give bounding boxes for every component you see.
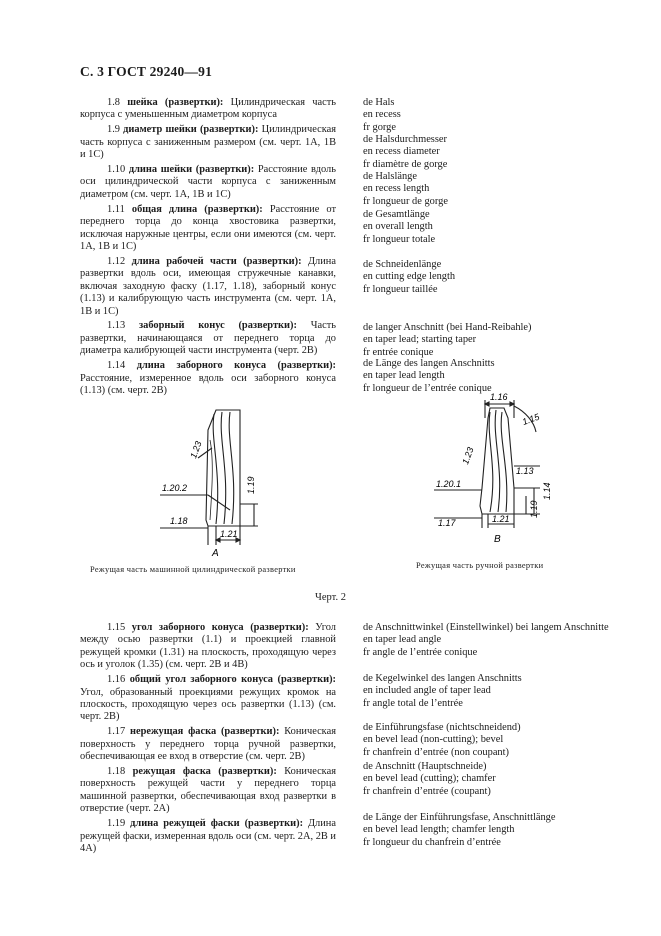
terms-translation-section-1 xyxy=(363,97,619,395)
figure-b-label-1-21: 1.21 xyxy=(492,514,510,524)
term-title: длина режущей фаски (развертки): xyxy=(130,818,304,830)
terms-translation-section-2 xyxy=(363,622,619,849)
term-title: общий угол заборного конуса (развертки): xyxy=(129,674,336,686)
translation-group-1-16: de Kegelwinkel des langen Anschnitts en included angle of taper lead fr angle total de l’entrée xyxy=(363,673,522,709)
translation-group-1-12: de Schneidenlänge en cutting edge length fr longueur taillée xyxy=(363,259,456,295)
term-title: длина шейки (развертки): xyxy=(128,164,255,176)
term-entry-1-15: 1.15 угол заборного конуса (развертки): Угол между осью развертки (1.1) и проекцией главной режущей кромки (1.31) на плоскость, проходящую через ось и уголок (1.35) (см. черт. 2В и 4В) xyxy=(80,622,336,671)
term-entry-1-10: 1.10 длина шейки (развертки): Расстояние вдоль оси цилиндрической части корпуса с заниженным диаметром (см. черт. 1А, 1В и 1С) xyxy=(80,164,336,200)
figure-title: Черт. 2 xyxy=(315,592,346,603)
figure-b-hand-reamer-drawing xyxy=(430,388,570,548)
figure-b-label-1-15: 1.15 xyxy=(520,411,541,428)
figure-b-caption: Режущая часть ручной развертки xyxy=(416,561,544,570)
term-entry-1-9: 1.9 диаметр шейки (развертки): Цилиндрическая часть корпуса с заниженным размером (см. черт. 1А, 1В и 1С) xyxy=(80,124,336,161)
figure-a-label-1-23: 1.23 xyxy=(188,439,204,460)
term-title: диаметр шейки (развертки): xyxy=(123,124,259,136)
terms-russian-section-2 xyxy=(80,622,336,855)
translation-group-1-19: de Länge der Einführungsfase, Anschnittlänge en bevel lead length; chamfer length fr longueur du chanfrein d’entrée xyxy=(363,812,556,848)
term-title: длина заборного конуса (развертки): xyxy=(136,360,336,372)
figure-a-label-1-20-2: 1.20.2 xyxy=(162,483,188,493)
translation-group-1-17: de Einführungsfase (nichtschneidend) en bevel lead (non-cutting); bevel fr chanfrein d’entrée (non coupant) xyxy=(363,722,521,758)
figure-a-label-1-21: 1.21 xyxy=(220,529,238,539)
figure-a-label-1-19: 1.19 xyxy=(246,476,256,494)
figure-b-label-1-14: 1.14 xyxy=(542,482,552,500)
figure-a-label-1-18: 1.18 xyxy=(170,516,188,526)
term-title: заборный конус (развертки): xyxy=(138,320,297,332)
term-entry-1-17: 1.17 нережущая фаска (развертки): Коническая поверхность у переднего торца ручной развертки, обеспечивающая ее вход в отверстие (см. черт. 2В) xyxy=(80,726,336,763)
figure-b-label-1-17: 1.17 xyxy=(438,518,456,528)
figure-a-machine-reamer-drawing xyxy=(150,400,280,560)
figure-b-label-1-19: 1.19 xyxy=(529,500,539,518)
term-entry-1-11: 1.11 общая длина (развертки): Расстояние от переднего торца до конца хвостовика развертки, исключая наружные центры, если они имеются (см. черт. 1А, 1В и 1С) xyxy=(80,203,337,252)
figure-b-label-1-16: 1.16 xyxy=(490,392,508,402)
term-title: общая длина (развертки): xyxy=(131,203,263,215)
figure-a-caption: Режущая часть машинной цилиндрической развертки xyxy=(90,565,296,574)
translation-group-1-9: de Halsdurchmesser en recess diameter fr diamètre de gorge xyxy=(363,134,448,170)
term-entry-1-13: 1.13 заборный конус (развертки): Часть развертки, начинающаяся от переднего торца до диаметра калибрующей части инструмента (черт. 2В) xyxy=(80,320,336,357)
term-entry-1-8: 1.8 шейка (развертки): Цилиндрическая часть корпуса с уменьшенным диаметром корпуса xyxy=(80,97,336,121)
term-title: длина рабочей части (развертки): xyxy=(131,255,302,267)
translation-group-1-8: de Hals en recess fr gorge xyxy=(363,97,401,133)
figure-b-letter: B xyxy=(494,534,501,545)
translation-group-1-13: de langer Anschnitt (bei Hand-Reibahle) en taper lead; starting taper fr entrée conique xyxy=(363,322,532,358)
term-entry-1-16: 1.16 общий угол заборного конуса (развертки): Угол, образованный проекциями режущих кромок на плоскость, проходящую через ось развертки (1.13) (см. черт. 2В) xyxy=(80,674,336,723)
term-title: угол заборного конуса (развертки): xyxy=(131,622,309,633)
figure-b-label-1-13: 1.13 xyxy=(516,466,534,476)
translation-group-1-11: de Gesamtlänge en overall length fr longueur totale xyxy=(363,209,436,245)
term-entry-1-19: 1.19 длина режущей фаски (развертки): Длина режущей фаски, измеренная вдоль оси (см. черт. 2А, 2В и 4А) xyxy=(80,818,336,854)
figure-a-letter: A xyxy=(212,548,219,559)
figure-b-label-1-23: 1.23 xyxy=(460,445,476,466)
term-entry-1-14: 1.14 длина заборного конуса (развертки): Расстояние, измеренное вдоль оси заборного конуса (1.13) (см. черт. 2В) xyxy=(80,360,336,396)
terms-russian-section-1 xyxy=(80,97,336,397)
term-entry-1-12: 1.12 длина рабочей части (развертки): Длина развертки вдоль оси, имеющая стружечные канавки, включая заходную фаску (1.17, 1.18), заборный конус (1.13) и калибрующую часть инструмента (см. черт. 1А, 1В и 1С) xyxy=(80,255,336,317)
term-entry-1-18: 1.18 режущая фаска (развертки): Коническая поверхность режущей части у переднего торца машинной развертки, обеспечивающая вход развертки в отверстие (черт. 2А) xyxy=(80,765,336,815)
figure-b-label-1-20-1: 1.20.1 xyxy=(436,479,462,489)
term-title: нережущая фаска (развертки): xyxy=(130,726,280,738)
translation-group-1-14: de Länge des langen Anschnitts en taper lead length fr longueur de l’entrée conique xyxy=(363,358,495,394)
term-title: шейка (развертки): xyxy=(127,97,224,108)
translation-group-1-10: de Halslänge en recess length fr longueur de gorge xyxy=(363,171,448,207)
page-header: С. 3 ГОСТ 29240—91 xyxy=(80,64,213,79)
term-title: режущая фаска (развертки): xyxy=(132,765,277,777)
translation-group-1-15: de Anschnittwinkel (Einstellwinkel) bei langem Anschnitte en taper lead angle fr angle de l’entrée conique xyxy=(363,622,609,658)
translation-group-1-18: de Anschnitt (Hauptschneide) en bevel lead (cutting); chamfer fr chanfrein d’entrée (coupant) xyxy=(363,761,496,797)
